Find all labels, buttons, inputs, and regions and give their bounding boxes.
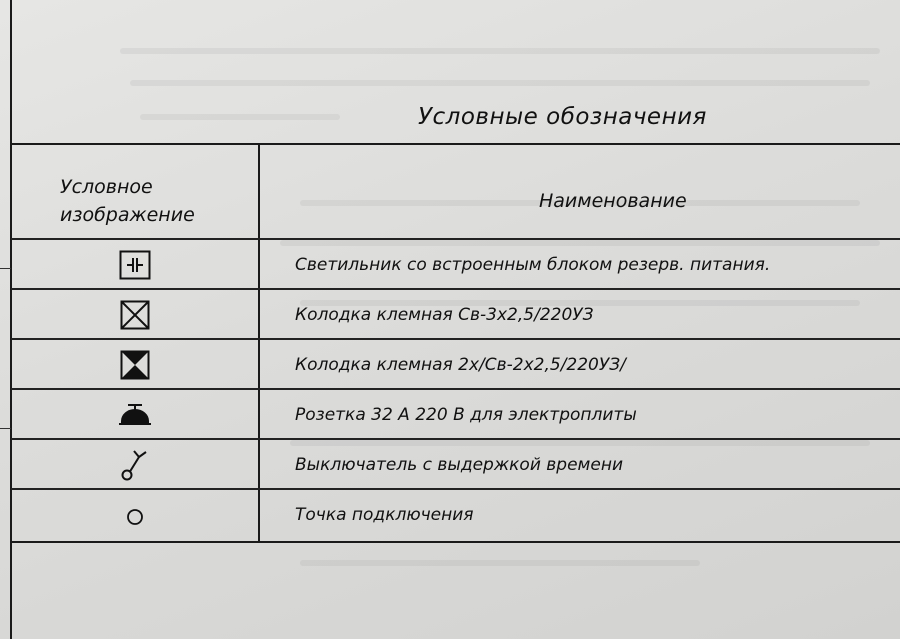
legend-row-name: Выключатель с выдержкой времени (295, 455, 623, 475)
legend-title: Условные обозначения (418, 104, 707, 130)
legend-row-name: Светильник со встроенным блоком резерв. питания. (295, 255, 771, 275)
luminaire-backup-icon (119, 250, 151, 280)
header-symbol: Условное изображение (60, 176, 195, 226)
legend-row (11, 240, 900, 290)
legend-row-name: Колодка клемная 2х/Св-2х2,5/220УЗ/ (295, 355, 626, 375)
frame-tick (0, 268, 11, 269)
header-name: Наименование (539, 190, 687, 212)
legend-row (11, 440, 900, 490)
legend-row (11, 290, 900, 340)
legend-row-name: Точка подключения (295, 505, 474, 525)
terminal-block-crossed-icon (120, 300, 150, 330)
connection-point-icon (124, 504, 146, 526)
legend-row (11, 340, 900, 390)
legend-row (11, 390, 900, 440)
legend-row-name: Розетка 32 А 220 В для электроплиты (295, 405, 637, 425)
stove-socket-icon (118, 403, 152, 427)
terminal-block-filled-icon (120, 350, 150, 380)
legend-row-name: Колодка клемная Св-3х2,5/220УЗ (295, 305, 594, 325)
legend-row (11, 490, 900, 540)
frame-tick (0, 428, 11, 429)
legend-table (11, 143, 900, 543)
timer-switch-icon (120, 448, 150, 482)
